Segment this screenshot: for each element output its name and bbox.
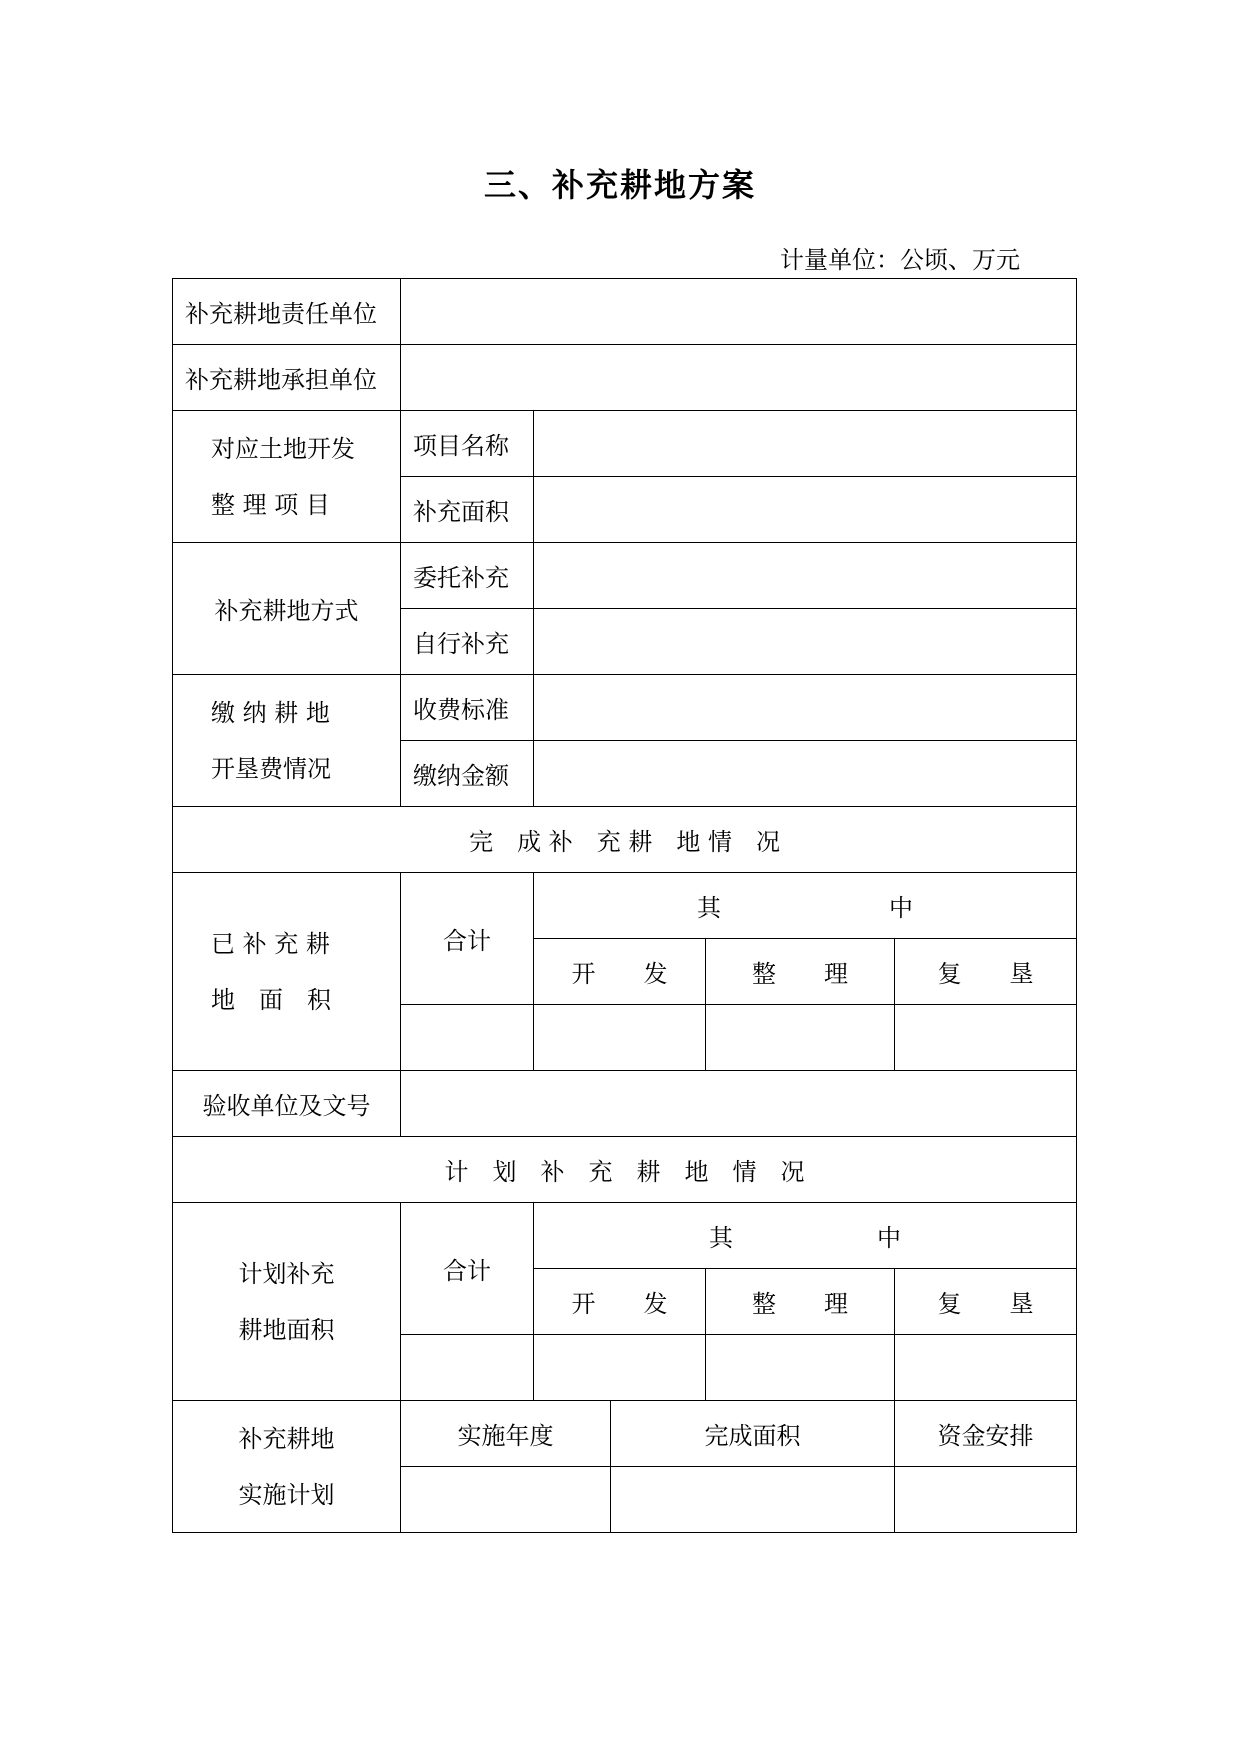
label-fee-line1: 缴 纳 耕 地 [211, 698, 330, 727]
label-fee-standard: 收费标准 [401, 675, 534, 741]
row-planned-area-top [173, 1203, 1077, 1269]
label-planned-area-line1: 计划补充 [238, 1259, 335, 1288]
label-entrusted: 委托补充 [401, 543, 534, 609]
label-planned-area-line2: 耕地面积 [238, 1315, 335, 1344]
label-method: 补充耕地方式 [173, 543, 401, 675]
value-implementation-completed-area[interactable] [611, 1467, 895, 1533]
value-planned-total[interactable] [401, 1335, 534, 1401]
value-completed-total[interactable] [401, 1005, 534, 1071]
value-self[interactable] [534, 609, 1077, 675]
label-acceptance: 验收单位及文号 [173, 1071, 401, 1137]
value-responsible-unit[interactable] [401, 279, 1077, 345]
label-fee-amount: 缴纳金额 [401, 741, 534, 807]
value-planned-develop[interactable] [534, 1335, 706, 1401]
value-fee-standard[interactable] [534, 675, 1077, 741]
value-implementation-funding[interactable] [895, 1467, 1077, 1533]
page-title: 三、补充耕地方案 [483, 166, 756, 204]
completed-section-header: 完 成 补 充 耕 地 情 况 [173, 807, 1077, 873]
label-undertaking-unit: 补充耕地承担单位 [173, 345, 401, 411]
row-planned-header [173, 1137, 1077, 1203]
label-self: 自行补充 [401, 609, 534, 675]
label-planned-of-which: 其 中 [534, 1203, 1077, 1269]
label-completed-total: 合计 [401, 873, 534, 1005]
row-implementation-heads [173, 1401, 1077, 1467]
value-planned-consolidate[interactable] [706, 1335, 895, 1401]
value-supplement-area[interactable] [534, 477, 1077, 543]
value-completed-reclaim[interactable] [895, 1005, 1077, 1071]
row-undertaking-unit [173, 345, 1077, 411]
row-acceptance [173, 1071, 1077, 1137]
label-planned-develop: 开 发 [534, 1269, 706, 1335]
label-completed-reclaim: 复 垦 [895, 939, 1077, 1005]
label-planned-reclaim: 复 垦 [895, 1269, 1077, 1335]
supplement-farmland-form [172, 278, 1077, 1533]
label-implementation-line2: 实施计划 [238, 1480, 335, 1509]
row-method-entrusted [173, 543, 1077, 609]
label-planned-consolidate: 整 理 [706, 1269, 895, 1335]
row-responsible-unit [173, 279, 1077, 345]
value-entrusted[interactable] [534, 543, 1077, 609]
label-implementation-year: 实施年度 [401, 1401, 611, 1467]
label-planned-total: 合计 [401, 1203, 534, 1335]
value-completed-develop[interactable] [534, 1005, 706, 1071]
label-land-project [173, 411, 401, 543]
label-implementation [173, 1401, 401, 1533]
label-project-name: 项目名称 [401, 411, 534, 477]
label-completed-develop: 开 发 [534, 939, 706, 1005]
row-project-name [173, 411, 1077, 477]
label-responsible-unit: 补充耕地责任单位 [173, 279, 401, 345]
label-completed-consolidate: 整 理 [706, 939, 895, 1005]
planned-section-header: 计 划 补 充 耕 地 情 况 [173, 1137, 1077, 1203]
label-completed-area-line2: 地 面 积 [211, 985, 331, 1014]
value-completed-consolidate[interactable] [706, 1005, 895, 1071]
label-fee [173, 675, 401, 807]
row-completed-area-top [173, 873, 1077, 939]
label-implementation-funding: 资金安排 [895, 1401, 1077, 1467]
label-land-project-line1: 对应土地开发 [211, 434, 355, 463]
value-fee-amount[interactable] [534, 741, 1077, 807]
label-supplement-area: 补充面积 [401, 477, 534, 543]
label-completed-area-line1: 已 补 充 耕 [211, 929, 330, 958]
row-fee-standard [173, 675, 1077, 741]
label-planned-area [173, 1203, 401, 1401]
label-completed-of-which: 其 中 [534, 873, 1077, 939]
value-acceptance[interactable] [401, 1071, 1077, 1137]
label-land-project-line2: 整 理 项 目 [211, 490, 330, 519]
row-completed-header [173, 807, 1077, 873]
unit-note: 计量单位：公顷、万元 [780, 246, 1020, 274]
value-project-name[interactable] [534, 411, 1077, 477]
label-fee-line2: 开垦费情况 [211, 754, 331, 783]
label-completed-area [173, 873, 401, 1071]
label-implementation-line1: 补充耕地 [238, 1424, 335, 1453]
value-undertaking-unit[interactable] [401, 345, 1077, 411]
value-implementation-year[interactable] [401, 1467, 611, 1533]
value-planned-reclaim[interactable] [895, 1335, 1077, 1401]
label-implementation-completed-area: 完成面积 [611, 1401, 895, 1467]
